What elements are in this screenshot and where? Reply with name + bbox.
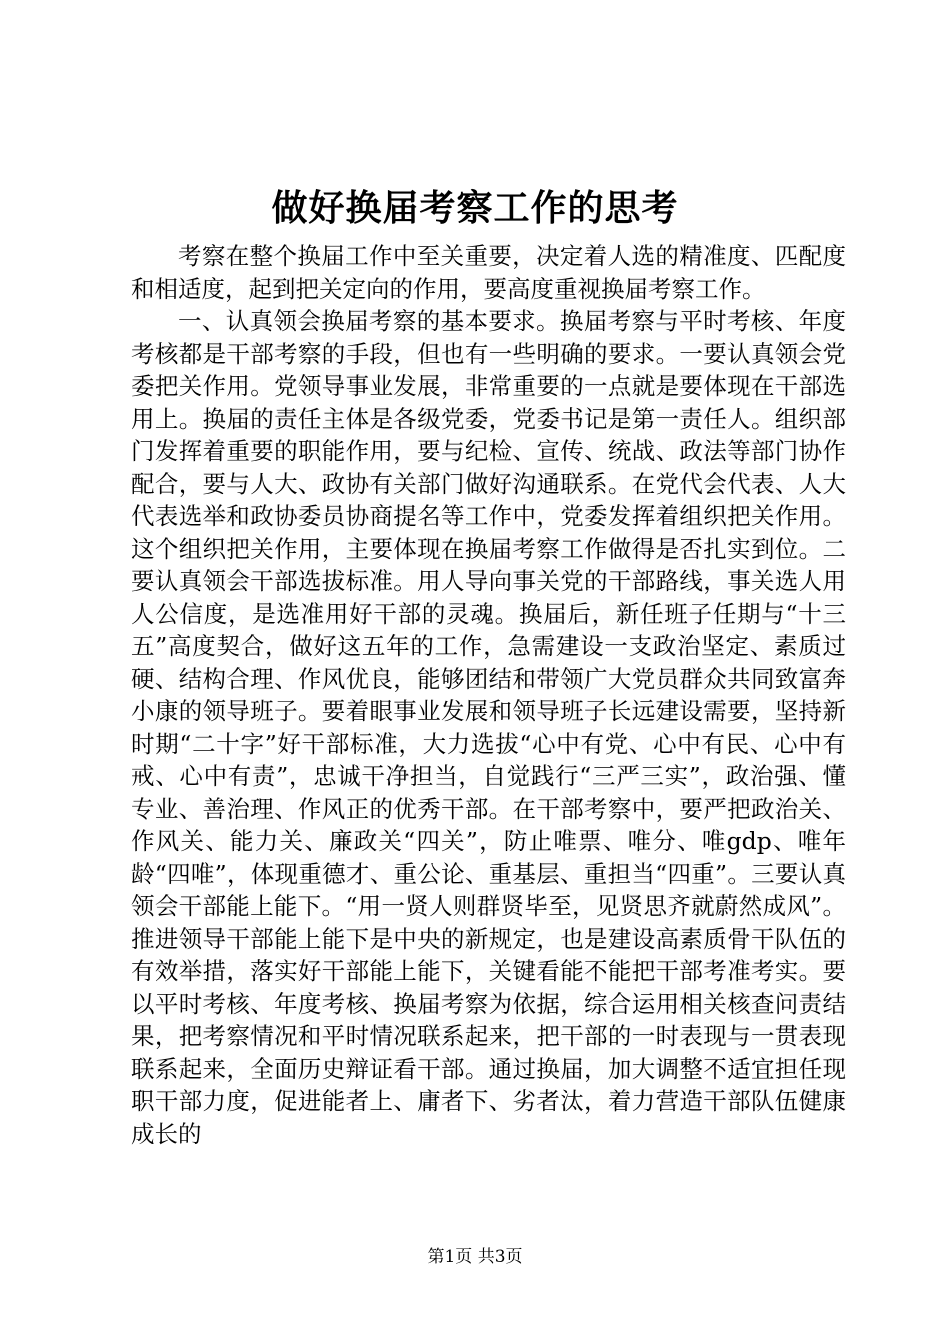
page-number-footer: 第1页 共3页 [427,1247,523,1267]
paragraph-intro: 考察在整个换届工作中至关重要，决定着人选的精准度、匹配度和相适度，起到把关定向的作用，要高度重视换届考察工作。 [131,242,846,303]
page-title: 做好换届考察工作的思考 [271,187,679,229]
document-body [131,240,846,1150]
paragraph-section-1: 一、认真领会换届考察的基本要求。换届考察与平时考核、年度考核都是干部考察的手段，但也有一些明确的要求。一要认真领会党委把关作用。党领导事业发展，非常重要的一点就是要体现在干部选用上。换届的责任主体是各级党委，党委书记是第一责任人。组织部门发挥着重要的职能作用，要与纪检、宣传、统战、政法等部门协作配合，要与人大、政协有关部门做好沟通联系。在党代会代表、人大代表选举和政协委员协商提名等工作中，党委发挥着组织把关作用。这个组织把关作用，主要体现在换届考察工作做得是否扎实到位。二要认真领会干部选拔标准。用人导向事关党的干部路线，事关选人用人公信度，是选准用好干部的灵魂。换届后，新任班子任期与“十三五”高度契合，做好这五年的工作，急需建设一支政治坚定、素质过硬、结构合理、作风优良，能够团结和带领广大党员群众共同致富奔小康的领导班子。要着眼事业发展和领导班子长远建设需要，坚持新时期“二十字”好干部标准，大力选拔“心中有党、心中有民、心中有戒、心中有责”，忠诚干净担当，自觉践行“三严三实”，政治强、懂专业、善治理、作风正的优秀干部。在干部考察中，要严把政治关、作风关、能力关、廉政关“四关”，防止唯票、唯分、唯gdp、唯年龄“四唯”，体现重德才、重公论、重基层、重担当“四重”。三要认真领会干部能上能下。“用一贤人则群贤毕至，见贤思齐就蔚然成风”。推进领导干部能上能下是中央的新规定，也是建设高素质骨干队伍的有效举措，落实好干部能上能下，关键看能不能把干部考准考实。要以平时考核、年度考核、换届考察为依据，综合运用相关核查问责结果，把考察情况和平时情况联系起来，把干部的一时表现与一贯表现联系起来，全面历史辩证看干部。通过换届，加大调整不适宜担任现职干部力度，促进能者上、庸者下、劣者汰，着力营造干部队伍健康成长的 [131,307,846,1148]
